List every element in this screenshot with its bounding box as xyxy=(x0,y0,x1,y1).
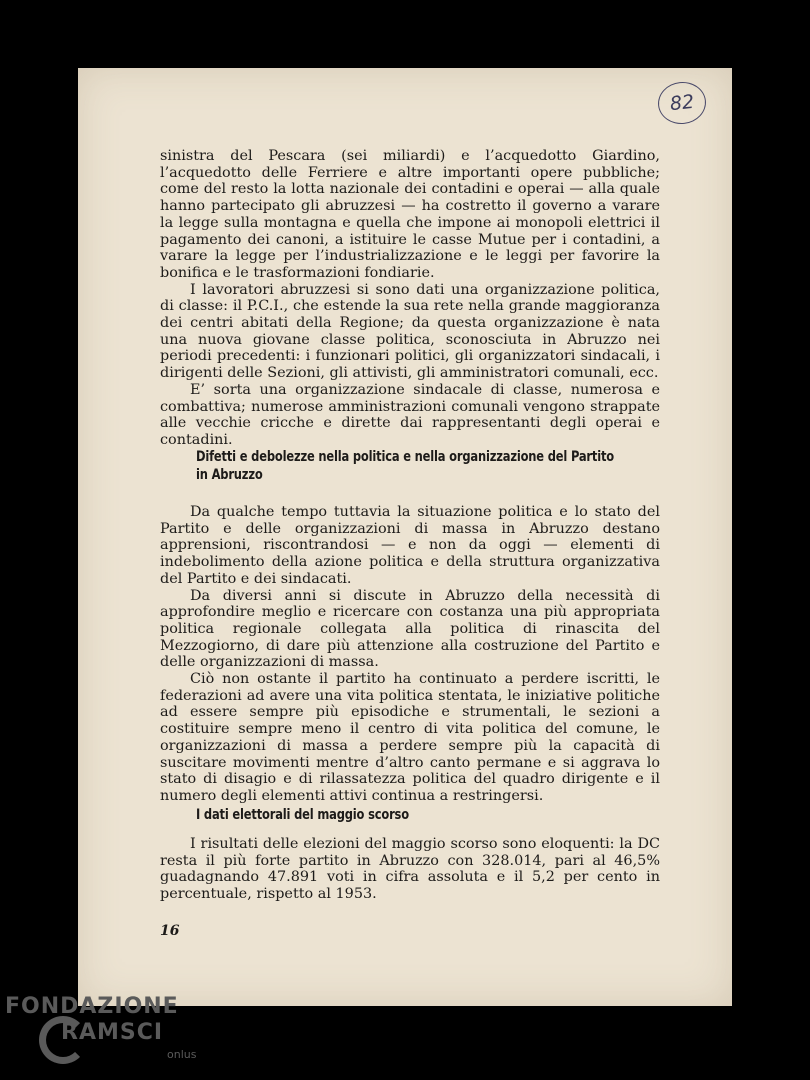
page-number: 16 xyxy=(160,923,180,939)
foundation-watermark-logo xyxy=(5,990,205,1076)
section-heading: Difetti e debolezze nella politica e nella organizzazione del Partito in Abruzzo xyxy=(196,449,615,483)
body-section-3 xyxy=(160,836,660,903)
section-heading: I dati elettorali del maggio scorso xyxy=(196,807,409,823)
paragraph: I lavoratori abruzzesi si sono dati una organizzazione politica, di classe: il P.C.I., che estende la sua rete nella grande maggioranza dei centri abitati della Regione; da questa organizzazione è nata una nuova giovane classe politica, sconosciuta in Abruzzo nei periodi precedenti: i funzionari politici, gli organizzatori sindacali, i dirigenti delle Sezioni, gli attivisti, gli amministratori comunali, ecc. xyxy=(160,281,660,382)
paragraph: Da diversi anni si discute in Abruzzo della necessità di approfondire meglio e ricercare con costanza una più appropriata politica regionale collegata alla politica di rinascita del Mezzogiorno, di dare più attenzione alla costruzione del Partito e delle organizzazioni di massa. xyxy=(160,587,660,671)
body-section-2 xyxy=(160,504,660,805)
watermark-suffix: onlus xyxy=(167,1048,197,1061)
body-section-1 xyxy=(160,148,660,449)
watermark-line-2: RAMSCI xyxy=(61,1020,164,1045)
paragraph: Ciò non ostante il partito ha continuato a perdere iscritti, le federazioni ad avere una vita politica stentata, le iniziative politiche ad essere sempre più episodiche e strumentali, le sezioni a costituire sempre meno il centro di vita politica del comune, le organizzazioni di massa a perdere sempre più la capacità di suscitare movimenti mentre d’altro canto permane e si aggrava lo stato di disagio e di rilassatezza politica del quadro dirigente e il numero degli elementi attivi continua a restringersi. xyxy=(160,671,660,804)
paragraph: Da qualche tempo tuttavia la situazione politica e lo stato del Partito e delle organizzazioni di massa in Abruzzo destano apprensioni, riscontrandosi — e non da oggi — elementi di indebolimento della azione politica e della struttura organizzativa del Partito e dei sindacati. xyxy=(160,504,660,587)
paragraph: I risultati delle elezioni del maggio scorso sono eloquenti: la DC resta il più forte partito in Abruzzo con 328.014, pari al 46,5% guadagnando 47.891 voti in cifra assoluta e il 5,2 per cento in percentuale, rispetto al 1953. xyxy=(160,836,660,903)
document-page xyxy=(78,68,732,1006)
paragraph: sinistra del Pescara (sei miliardi) e l’acquedotto Giardino, l’acquedotto delle Ferriere e altre importanti opere pubbliche; come del resto la lotta nazionale dei contadini e operai — alla quale hanno partecipato gli abruzzesi — ha costretto il governo a varare la legge sulla montagna e quella che impone ai monopoli elettrici il pagamento dei canoni, a istituire le casse Mutue per i contadini, a varare la legge per l’industrializzazione e le leggi per favorire la bonifica e le trasformazioni fondiarie. xyxy=(160,148,660,281)
watermark-line-1: FONDAZIONE xyxy=(5,994,179,1019)
paragraph: E’ sorta una organizzazione sindacale di classe, numerosa e combattiva; numerose amministrazioni comunali vengono strappate alle vecchie cricche e dirette dai rappresentanti degli operai e contadini. xyxy=(160,381,660,448)
archive-number-stamp: 82 xyxy=(656,80,708,127)
